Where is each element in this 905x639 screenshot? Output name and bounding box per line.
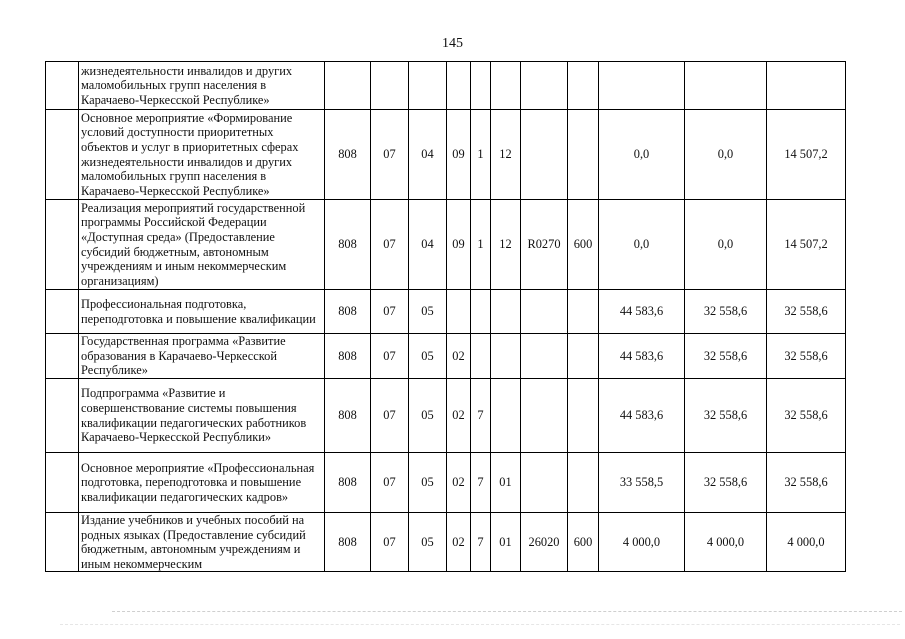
program-code-cell: 09 [447,110,471,200]
amount-year2-cell [685,62,767,110]
program-code-cell: 02 [447,513,471,572]
amount-year2-cell: 0,0 [685,110,767,200]
amount-year3-cell: 32 558,6 [767,453,846,513]
ministry-code-cell: 808 [325,513,371,572]
amount-year1-cell: 44 583,6 [599,334,685,379]
subprogram-code-cell [471,334,491,379]
amount-year1-cell: 4 000,0 [599,513,685,572]
table-row [46,290,846,334]
subsection-code-cell: 04 [409,200,447,290]
amount-year2-cell: 0,0 [685,200,767,290]
amount-year1-cell: 0,0 [599,110,685,200]
subsection-code-cell [409,62,447,110]
subsection-code-cell: 05 [409,379,447,453]
row-index-cell [46,334,79,379]
ministry-code-cell: 808 [325,290,371,334]
table-row [46,513,846,572]
direction-code-cell [521,379,568,453]
scan-artifact-line [60,624,900,625]
subsection-code-cell: 05 [409,513,447,572]
table-row [46,200,846,290]
amount-year2-cell: 32 558,6 [685,290,767,334]
subprogram-code-cell [471,290,491,334]
budget-table-body [46,62,846,572]
event-code-cell: 12 [491,110,521,200]
expense-type-cell [568,62,599,110]
event-code-cell [491,290,521,334]
subsection-code-cell: 05 [409,453,447,513]
row-index-cell [46,200,79,290]
section-code-cell: 07 [371,290,409,334]
row-name-cell: Основное мероприятие «Формирование условий доступности приоритетных объектов и услуг в приоритетных сферах жизнедеятельности инвалидов и других маломобильных групп населения в Карачаево-Черкесской Республике» [79,110,325,200]
direction-code-cell: R0270 [521,200,568,290]
row-name-cell: жизнедеятельности инвалидов и других маломобильных групп населения в Карачаево-Черкесской Республике» [79,62,325,110]
event-code-cell [491,334,521,379]
amount-year3-cell: 14 507,2 [767,200,846,290]
subprogram-code-cell [471,62,491,110]
subsection-code-cell: 05 [409,334,447,379]
amount-year2-cell: 32 558,6 [685,334,767,379]
direction-code-cell [521,453,568,513]
direction-code-cell [521,290,568,334]
section-code-cell: 07 [371,453,409,513]
event-code-cell: 01 [491,453,521,513]
row-index-cell [46,62,79,110]
row-index-cell [46,453,79,513]
amount-year1-cell [599,62,685,110]
table-row [46,334,846,379]
section-code-cell: 07 [371,110,409,200]
section-code-cell [371,62,409,110]
program-code-cell [447,62,471,110]
amount-year1-cell: 33 558,5 [599,453,685,513]
event-code-cell: 12 [491,200,521,290]
amount-year1-cell: 44 583,6 [599,379,685,453]
expense-type-cell [568,453,599,513]
row-index-cell [46,379,79,453]
amount-year2-cell: 4 000,0 [685,513,767,572]
row-name-cell: Основное мероприятие «Профессиональная подготовка, переподготовка и повышение квалификации педагогических кадров» [79,453,325,513]
table-row [46,62,846,110]
row-name-cell: Профессиональная подготовка, переподготовка и повышение квалификации [79,290,325,334]
expense-type-cell: 600 [568,200,599,290]
scan-artifact-line [112,611,902,612]
direction-code-cell: 26020 [521,513,568,572]
subprogram-code-cell: 1 [471,200,491,290]
subprogram-code-cell: 1 [471,110,491,200]
amount-year3-cell [767,62,846,110]
program-code-cell: 02 [447,453,471,513]
amount-year3-cell: 4 000,0 [767,513,846,572]
event-code-cell: 01 [491,513,521,572]
direction-code-cell [521,334,568,379]
row-index-cell [46,513,79,572]
section-code-cell: 07 [371,513,409,572]
row-name-cell: Реализация мероприятий государственной программы Российской Федерации «Доступная среда» (Предоставление субсидий бюджетным, автономным учреждениям и иным некоммерческим организациям) [79,200,325,290]
expense-type-cell [568,110,599,200]
ministry-code-cell: 808 [325,453,371,513]
expense-type-cell [568,379,599,453]
table-row [46,110,846,200]
subsection-code-cell: 04 [409,110,447,200]
table-row [46,453,846,513]
amount-year3-cell: 32 558,6 [767,334,846,379]
program-code-cell: 02 [447,334,471,379]
subsection-code-cell: 05 [409,290,447,334]
section-code-cell: 07 [371,379,409,453]
page-number: 145 [442,36,463,51]
row-index-cell [46,110,79,200]
amount-year3-cell: 32 558,6 [767,379,846,453]
section-code-cell: 07 [371,334,409,379]
subprogram-code-cell: 7 [471,379,491,453]
expense-type-cell [568,290,599,334]
expense-type-cell [568,334,599,379]
expense-type-cell: 600 [568,513,599,572]
ministry-code-cell: 808 [325,379,371,453]
row-index-cell [46,290,79,334]
program-code-cell: 02 [447,379,471,453]
ministry-code-cell: 808 [325,200,371,290]
program-code-cell [447,290,471,334]
row-name-cell: Государственная программа «Развитие образования в Карачаево-Черкесской Республике» [79,334,325,379]
subprogram-code-cell: 7 [471,513,491,572]
ministry-code-cell: 808 [325,334,371,379]
amount-year2-cell: 32 558,6 [685,379,767,453]
ministry-code-cell [325,62,371,110]
amount-year1-cell: 0,0 [599,200,685,290]
amount-year3-cell: 32 558,6 [767,290,846,334]
amount-year1-cell: 44 583,6 [599,290,685,334]
budget-table [45,61,846,572]
row-name-cell: Издание учебников и учебных пособий на родных языках (Предоставление субсидий бюджетным, автономным учреждениям и иным некоммерческим [79,513,325,572]
program-code-cell: 09 [447,200,471,290]
amount-year3-cell: 14 507,2 [767,110,846,200]
section-code-cell: 07 [371,200,409,290]
event-code-cell [491,379,521,453]
ministry-code-cell: 808 [325,110,371,200]
row-name-cell: Подпрограмма «Развитие и совершенствование системы повышения квалификации педагогических работников Карачаево-Черкесской Республики» [79,379,325,453]
amount-year2-cell: 32 558,6 [685,453,767,513]
direction-code-cell [521,110,568,200]
event-code-cell [491,62,521,110]
direction-code-cell [521,62,568,110]
table-row [46,379,846,453]
subprogram-code-cell: 7 [471,453,491,513]
